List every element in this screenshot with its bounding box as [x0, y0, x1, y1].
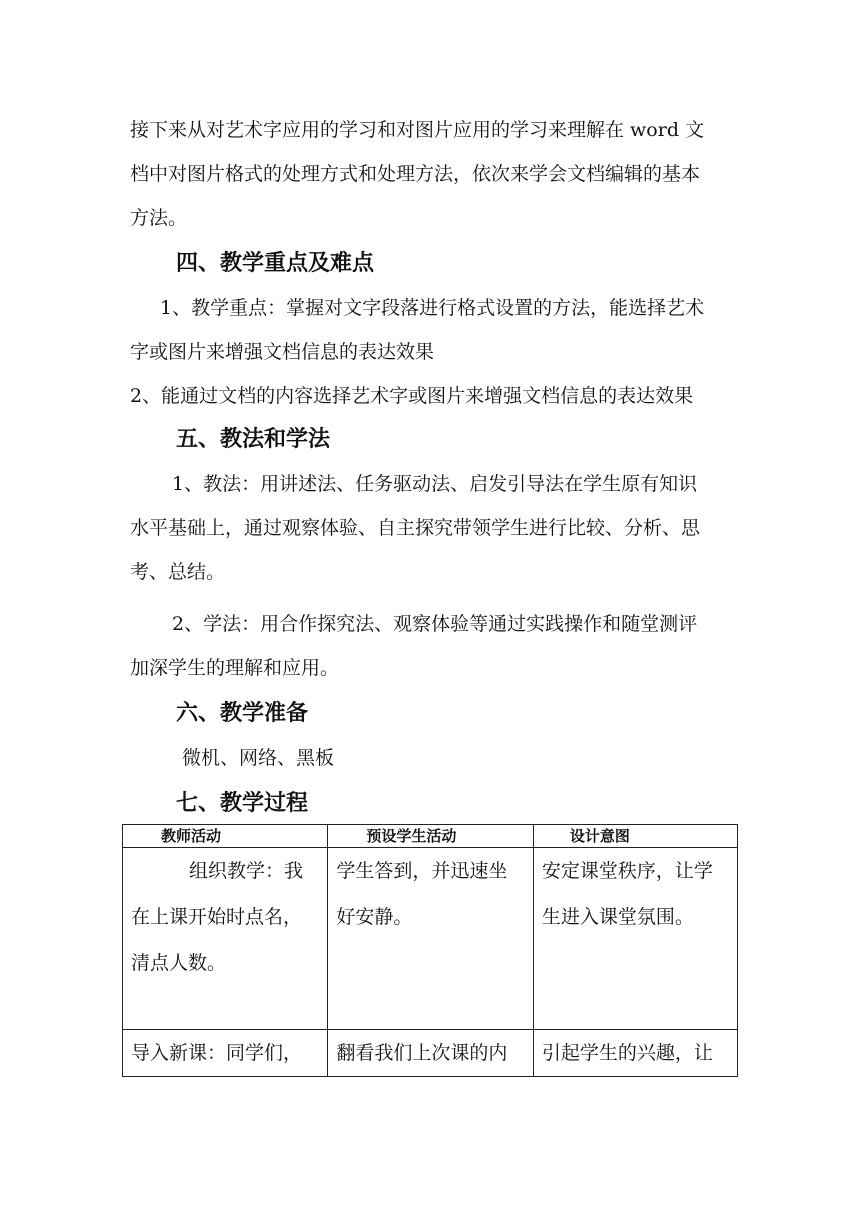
cell-line: 导入新课：同学们， [131, 1042, 303, 1064]
table-row [123, 848, 738, 1030]
cell-line: 安定课堂秩序，让学 [541, 860, 713, 882]
text-line: 1、教学重点：掌握对文字段落进行格式设置的方法，能选择艺术 [160, 297, 705, 319]
table-cell [533, 848, 737, 1030]
text-line: 方法。 [130, 207, 188, 229]
intro-paragraph [130, 108, 730, 240]
text-line: 2、学法：用合作探究法、观察体验等通过实践操作和随堂测评 [172, 613, 698, 635]
table-header-row [123, 825, 738, 848]
cell-line: 清点人数。 [131, 952, 227, 974]
teaching-method-paragraph [130, 462, 730, 594]
table-cell [123, 848, 328, 1030]
section-heading-4: 四、教学重点及难点 [176, 251, 375, 276]
column-header-teacher: 教师活动 [123, 825, 328, 848]
text-line: 1、教法：用讲述法、任务驱动法、启发引导法在学生原有知识 [172, 473, 698, 495]
cell-line: 学生答到，并迅速坐 [336, 860, 508, 882]
cell-line: 翻看我们上次课的内 [336, 1042, 508, 1064]
preparation-text [182, 736, 782, 780]
table-cell [328, 1030, 533, 1077]
text-line: 字或图片来增强文档信息的表达效果 [130, 341, 435, 363]
text-line: 加深学生的理解和应用。 [130, 657, 340, 679]
text-line: 2、能通过文档的内容选择艺术字或图片来增强文档信息的表达效果 [130, 385, 694, 407]
section-heading-7: 七、教学过程 [176, 791, 309, 816]
cell-line: 生进入课堂氛围。 [541, 906, 694, 928]
column-header-student: 预设学生活动 [328, 825, 533, 848]
learning-method-paragraph [130, 602, 730, 690]
table-row [123, 1030, 738, 1077]
text-line: 接下来从对艺术字应用的学习和对图片应用的学习来理解在 word 文 [130, 119, 705, 141]
text-line: 考、总结。 [130, 561, 226, 583]
key-points-paragraph [130, 286, 730, 418]
cell-line: 组织教学：我 [189, 860, 304, 882]
table-cell [328, 848, 533, 1030]
teaching-process-table [122, 824, 738, 1077]
cell-line: 好安静。 [336, 906, 413, 928]
section-heading-6: 六、教学准备 [176, 701, 309, 726]
section-heading-5: 五、教法和学法 [176, 427, 331, 452]
text-line: 档中对图片格式的处理方式和处理方法，依次来学会文档编辑的基本 [130, 163, 701, 185]
cell-line: 引起学生的兴趣，让 [541, 1042, 713, 1064]
column-header-intent: 设计意图 [533, 825, 737, 848]
table-cell [123, 1030, 328, 1077]
cell-line: 在上课开始时点名， [131, 906, 303, 928]
table-cell [533, 1030, 737, 1077]
text-line: 微机、网络、黑板 [182, 747, 335, 769]
text-line: 水平基础上，通过观察体验、自主探究带领学生进行比较、分析、思 [130, 517, 701, 539]
